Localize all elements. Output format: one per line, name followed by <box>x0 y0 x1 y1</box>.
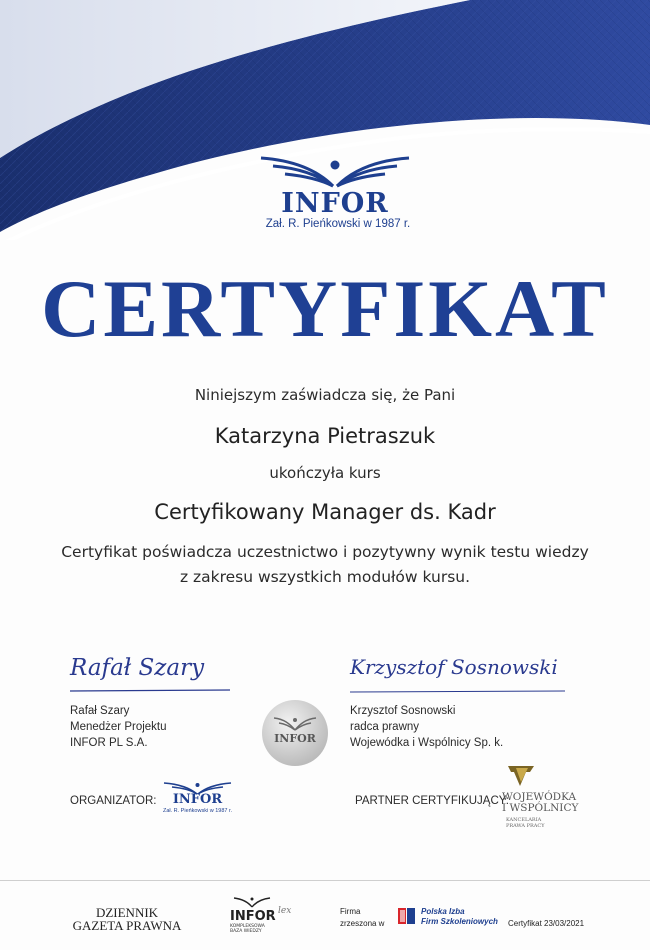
partner-name <box>502 792 578 814</box>
infor-wings-icon <box>255 152 415 192</box>
infor-lex-logo <box>222 895 312 940</box>
partner-tagline <box>506 817 545 829</box>
infor-logo <box>255 152 415 232</box>
pifs-name <box>421 907 498 927</box>
partner-name-line-1: WOJEWÓDKA <box>502 791 577 803</box>
infor-lex-suffix: lex <box>278 906 292 916</box>
infor-logo-word: INFOR <box>281 188 389 219</box>
organizer-logo-word: INFOR <box>172 792 223 807</box>
infor-lex-word: INFOR <box>230 909 276 924</box>
firma-line-1: Firma <box>340 907 361 916</box>
infor-lex-tagline-2: BAZA WIEDZY <box>230 929 262 934</box>
partner-name-line-2: I WSPÓLNICY <box>502 802 579 814</box>
wojewodka-logo <box>500 762 600 834</box>
certificate-title: CERTYFIKAT <box>41 263 609 354</box>
dziennik-gazeta-prawna-logo <box>72 906 182 932</box>
footer-divider <box>0 880 650 881</box>
signer-name-right: Krzysztof Sosnowski <box>350 705 456 717</box>
signer-org-right: Wojewódka i Wspólnicy Sp. k. <box>350 737 504 749</box>
partner-label: PARTNER CERTYFIKUJĄCY: <box>355 795 510 807</box>
dgp-line-2: GAZETA PRAWNA <box>72 918 182 933</box>
signature-block-right <box>350 655 570 751</box>
firma-line-2: zrzeszona w <box>340 919 385 928</box>
completion-statement: ukończyła kurs <box>269 464 381 482</box>
infor-lex-tagline <box>230 924 310 934</box>
signer-name-left: Rafał Szary <box>70 705 130 717</box>
handwritten-signature-right: Krzysztof Sosnowski <box>350 655 558 679</box>
signer-role-left: Menedżer Projektu <box>70 721 167 733</box>
infor-lex-tagline-1: KOMPLEKSOWA <box>230 924 265 929</box>
wojewodka-emblem-icon <box>506 762 536 788</box>
organizer-label: ORGANIZATOR: <box>70 795 157 807</box>
partner-tagline-line-2: PRAWA PRACY <box>506 823 545 829</box>
firma-zrzeszona <box>340 906 384 930</box>
infor-seal <box>262 700 328 766</box>
partner-tagline-line-1: KANCELARIA <box>506 817 542 823</box>
signer-org-left: INFOR PL S.A. <box>70 737 148 749</box>
description-line-2: z zakresu wszystkich modułów kursu. <box>179 568 471 586</box>
pifs-book-icon <box>397 905 417 927</box>
signature-block-left <box>70 655 240 751</box>
description-line-1: Certyfikat poświadcza uczestnictwo i pozytywny wynik testu wiedzy <box>61 543 589 561</box>
handwritten-signature-left: Rafał Szary <box>70 655 205 681</box>
infor-logo-subtitle: Zał. R. Pieńkowski w 1987 r. <box>265 218 411 230</box>
pifs-line-2: Firm Szkoleniowych <box>421 917 498 926</box>
signature-underline-left <box>70 687 240 695</box>
certificate-description <box>0 540 650 590</box>
pifs-line-1: Polska Izba <box>421 907 465 916</box>
organizer-logo-subtitle: Zał. R. Pieńkowski w 1987 r. <box>162 808 233 814</box>
seal-word: INFOR <box>274 732 316 745</box>
recipient-name: Katarzyna Pietraszuk <box>214 424 436 448</box>
signature-underline-right <box>350 687 570 695</box>
certificate-number: Certyfikat 23/03/2021 <box>508 919 585 928</box>
pifs-logo <box>397 905 507 931</box>
signer-role-right: radca prawny <box>350 721 420 733</box>
course-name: Certyfikowany Manager ds. Kadr <box>154 500 496 524</box>
infor-lex-wings-icon <box>232 895 272 909</box>
certification-statement: Niniejszym zaświadcza się, że Pani <box>194 386 456 404</box>
dgp-line-1: DZIENNIK <box>95 905 159 920</box>
organizer-infor-logo <box>160 780 235 820</box>
